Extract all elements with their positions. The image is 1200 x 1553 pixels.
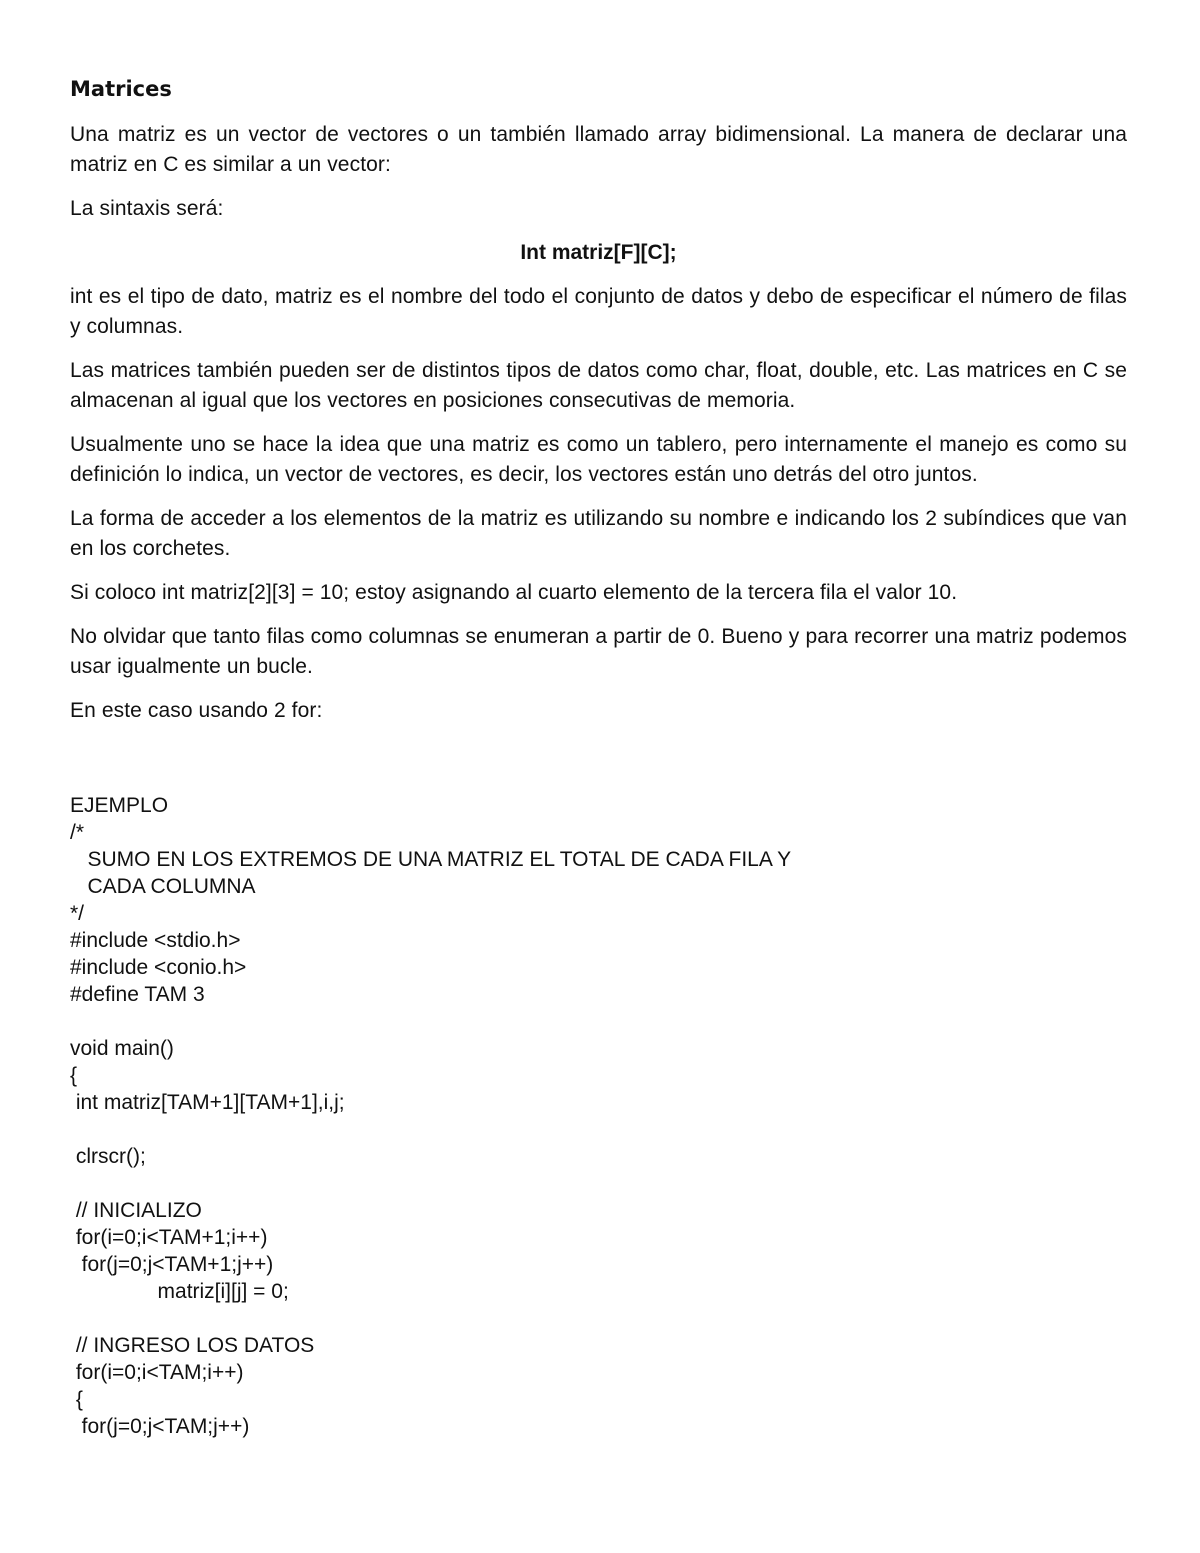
code-line: CADA COLUMNA [70,875,256,898]
code-line [70,1116,1127,1143]
code-line: #include <stdio.h> [70,929,241,952]
code-line: for(j=0;j<TAM;j++) [70,1415,250,1438]
paragraph-data-types: Las matrices también pueden ser de distintos tipos de datos como char, float, double, etc. Las matrices en C se almacenan al igual que los vectores en posiciones consecutivas de memoria. [70,359,1127,412]
code-line: void main() [70,1037,174,1060]
code-line: */ [70,902,85,925]
paragraph-access: La forma de acceder a los elementos de la matriz es utilizando su nombre e indicando los 2 subíndices que van en los corchetes. [70,507,1127,560]
code-example [70,792,1127,1440]
code-line: // INGRESO LOS DATOS [70,1334,315,1357]
code-line: for(i=0;i<TAM;i++) [70,1361,244,1384]
code-line: // INICIALIZO [70,1199,202,1222]
paragraph-zero-index: No olvidar que tanto filas como columnas se enumeran a partir de 0. Bueno y para recorrer una matriz podemos usar igualmente un bucle. [70,625,1127,678]
code-line [70,1008,1127,1035]
syntax-declaration: Int matriz[F][C]; [520,241,677,264]
code-line: matriz[i][j] = 0; [70,1280,289,1303]
paragraph-board-idea: Usualmente uno se hace la idea que una matriz es como un tablero, pero internamente el manejo es como su definición lo indica, un vector de vectores, es decir, los vectores están uno detrás del otro juntos. [70,433,1127,486]
code-line: #define TAM 3 [70,983,205,1006]
document-page [70,76,1127,1440]
paragraph-definition: Una matriz es un vector de vectores o un también llamado array bidimensional. La manera de declarar una matriz en C es similar a un vector: [70,123,1127,176]
spacer [70,740,1127,792]
code-line [70,1305,1127,1332]
code-line: clrscr(); [70,1145,146,1168]
code-line: { [70,1388,83,1411]
paragraph-type-explanation: int es el tipo de dato, matriz es el nombre del todo el conjunto de datos y debo de especificar el número de filas y columnas. [70,285,1127,338]
paragraph-example-assign: Si coloco int matriz[2][3] = 10; estoy asignando al cuarto elemento de la tercera fila el valor 10. [70,581,958,604]
code-line: /* [70,821,85,844]
code-line: EJEMPLO [70,794,169,817]
document-title: Matrices [70,77,172,101]
paragraph-two-for: En este caso usando 2 for: [70,699,323,722]
code-line: int matriz[TAM+1][TAM+1],i,j; [70,1091,345,1114]
code-line: #include <conio.h> [70,956,247,979]
code-line: for(j=0;j<TAM+1;j++) [70,1253,274,1276]
code-line [70,1170,1127,1197]
code-line: { [70,1064,78,1087]
code-line: SUMO EN LOS EXTREMOS DE UNA MATRIZ EL TOTAL DE CADA FILA Y [70,848,792,871]
code-line: for(i=0;i<TAM+1;i++) [70,1226,268,1249]
paragraph-syntax-intro: La sintaxis será: [70,197,224,220]
